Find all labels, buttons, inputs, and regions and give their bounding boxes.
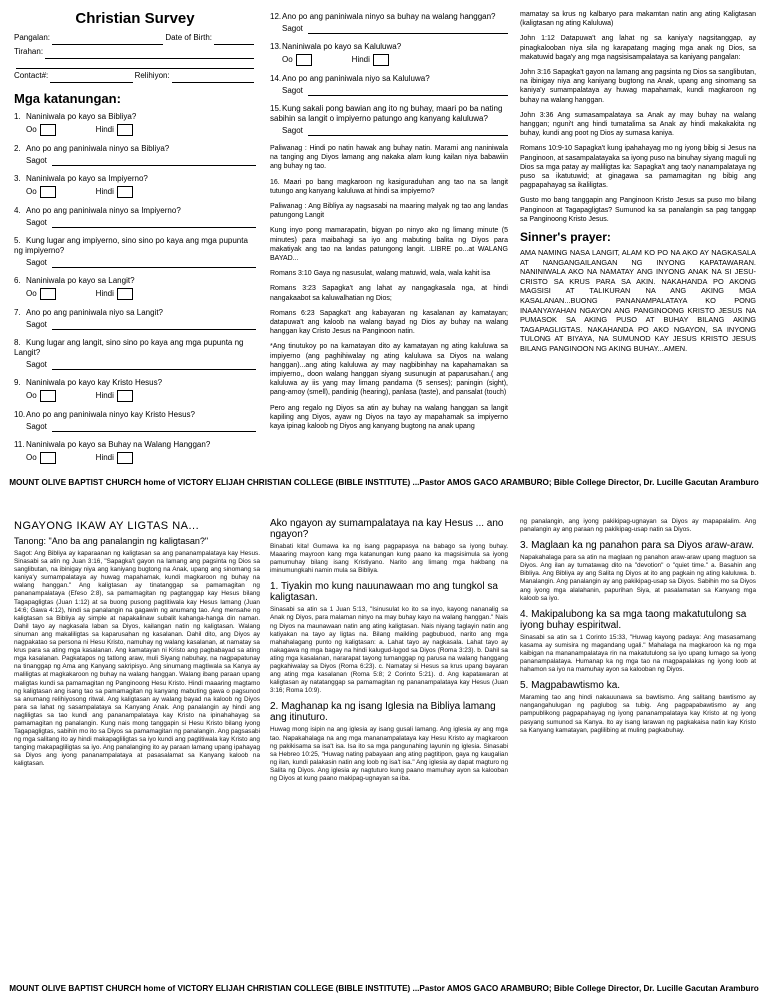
step-2-text: Huwag mong isipin na ang iglesia ay isang gusali lamang. Ang iglesia ay ang mga tao. Napakahalaga na ang mga mananampalataya kay Hesu Kristo ay magkaroon ng pakikisama sa isa't isa. Isa ito sa mga pangunahing layunin ng iglesia. Sinasabi sa Hebreo 10:25, "Huwag nating pabayaan ang ating pagtitipon, gaya ng kaugalian ng ilan, kundi palakasin natin ang loob ng isa't isa." Ang iglesia ay dapat magturo ng Salita ng Diyos. Ang iglesia ay nagtuturo kung paano mamuhay ayon sa kalooban ng Diyos at kung paano makipag-ugnayan sa iba.: [270, 726, 508, 782]
hindi-checkbox[interactable]: [117, 186, 133, 198]
question-line: [14, 378, 256, 388]
tirahan-field-line-2[interactable]: [16, 59, 254, 69]
explanation-paragraph: Romans 3:23 Sapagka't ang lahat ay nangagkasala nga, at hindi nangakaabot sa kaluwalhatian ng Dios;: [270, 285, 508, 302]
survey-question: [14, 174, 256, 198]
question-line: [14, 174, 256, 184]
yes-no-options: [14, 288, 256, 300]
question-number: 13.: [270, 42, 282, 51]
sagot-label: Sagot: [282, 126, 303, 135]
guide-title: NGAYONG IKAW AY LIGTAS NA...: [14, 520, 200, 532]
congratulations-text: Binabati kita! Gumawa ka ng isang pagpapasya na babago sa iyong buhay. Maaaring mayroon kang mga katanungan kung paano ka magsisimula sa iyong pamumuhay bilang isang Kristiyano. Narito ang limang mga hakbang na iminumungkahi namin mula sa Bibliya.: [270, 543, 508, 575]
question-list: [14, 112, 256, 464]
guide-question: Tanong: "Ano ba ang panalangin ng kaligtasan?": [14, 536, 209, 546]
question-text: Naniniwala po kayo sa Buhay na Walang Hanggan?: [26, 440, 211, 449]
explanation-paragraph: Pero ang regalo ng Diyos sa atin ay buhay na walang hanggan sa langit kapiling ang Diyos, ayaw ng Diyos na tayo ay mapahamak sa impiyerno kaya ipinag kaloob ng Diyos ang kanyang bugtong na anak upang: [270, 404, 508, 431]
question-text: Naniniwala po kayo sa Kaluluwa?: [282, 42, 402, 51]
hindi-label: Hindi: [95, 187, 114, 197]
sagot-label: Sagot: [26, 218, 47, 227]
oo-option: [282, 54, 312, 66]
oo-option: [26, 124, 56, 136]
tirahan-field[interactable]: [45, 49, 254, 59]
survey-title: Christian Survey: [75, 10, 195, 27]
yes-no-options: [14, 124, 256, 136]
sagot-label: Sagot: [282, 86, 303, 95]
survey-question: [270, 12, 508, 34]
hindi-checkbox[interactable]: [117, 452, 133, 464]
oo-label: Oo: [26, 289, 37, 299]
survey-panel: [0, 0, 768, 500]
sagot-answer-line[interactable]: [308, 86, 508, 96]
oo-label: Oo: [26, 187, 37, 197]
sagot-answer-line[interactable]: [52, 156, 256, 166]
sagot-row: [14, 258, 256, 268]
survey-question: [14, 206, 256, 228]
survey-question: [270, 42, 508, 66]
relihiyon-label: Relihiyon:: [134, 71, 170, 80]
explanation-text: [270, 144, 508, 431]
question-line: [270, 104, 508, 124]
question-text: Naniniwala po kayo kay Kristo Hesus?: [26, 378, 163, 387]
question-text: Naniniwala po kayo sa Impiyerno?: [26, 174, 148, 183]
oo-checkbox[interactable]: [40, 288, 56, 300]
sagot-label: Sagot: [26, 156, 47, 165]
oo-label: Oo: [26, 391, 37, 401]
question-line: [14, 440, 256, 450]
verse-paragraph: mamatay sa krus ng kalbaryo para makamtan natin ang ating Kaligtasan (kaligtasan ng ating Kaluluwa): [520, 11, 756, 28]
date-of-birth-field[interactable]: [214, 35, 254, 45]
personal-info-fields: [14, 31, 256, 83]
sagot-label: Sagot: [26, 320, 47, 329]
sagot-answer-line[interactable]: [308, 24, 508, 34]
question-text: Ano po ang paniniwala ninyo sa Impiyerno?: [26, 206, 181, 215]
hindi-checkbox[interactable]: [117, 124, 133, 136]
question-number: 10.: [14, 410, 26, 419]
oo-checkbox[interactable]: [40, 124, 56, 136]
tirahan-label: Tirahan:: [14, 47, 44, 56]
question-text: Ano po ang paniniwala ninyo kay Kristo Hesus?: [26, 410, 195, 419]
survey-question: [14, 378, 256, 402]
question-number: 11.: [14, 440, 25, 449]
explanation-paragraph: Paliwanag : Ang Bibliya ay nagsasabi na maaring malyak ng tao ang landas patungong Langit: [270, 203, 508, 220]
oo-checkbox[interactable]: [40, 452, 56, 464]
survey-question: [14, 112, 256, 136]
church-footer-bottom: MOUNT OLIVE BAPTIST CHURCH home of VICTORY ELIJAH CHRISTIAN COLLEGE (BIBLE INSTITUTE) ...Pastor AMOS GACO ARAMBURO; Bible College Director, Dr. Lucille Gacutan Aramburo: [9, 984, 759, 993]
explanation-paragraph: Kung inyo pong mamarapatin, bigyan po ninyo ako ng limang minute (5 minutes) para maibahagi sa iyo ang mabuting balita ng Diyos para makatiyak ang tao na landas patungong langit. .LIBRE po...at WALANG BAYAD...: [270, 227, 508, 263]
hindi-option: [96, 390, 133, 402]
verse-paragraph: John 1:12 Datapuwa't ang lahat ng sa kaniya'y nagsitanggap, ay pinagkalooban niya sila ng karapatang maging mga anak ng Dios, sa makatuwid baga'y ang mga nagsisisampalataya sa kaniyang pangalan:: [520, 35, 756, 61]
survey-question: [14, 440, 256, 464]
verse-paragraph: John 3:16 Sapagka't gayon na lamang ang pagsinta ng Dios sa sanglibutan, na ibinigay niya ang kaniyang bugtong na Anak, upang ang sinomang sa kaniya'y sumampalataya ay huwag mapahamak, kundi magkaroon ng buhay na walang hanggan.: [520, 69, 756, 104]
question-number: 5.: [14, 236, 21, 245]
question-line: [14, 236, 256, 256]
question-number: 8.: [14, 338, 21, 347]
survey-question: [14, 144, 256, 166]
yes-no-options: [14, 452, 256, 464]
oo-label: Oo: [26, 453, 37, 463]
next-steps-intro: Ako ngayon ay sumampalataya na kay Hesus ... ano ngayon?: [270, 518, 504, 540]
question-number: 4.: [14, 206, 21, 215]
question-number: 7.: [14, 308, 21, 317]
continued-text: ng panalangin, ang iyong pakikipag-ugnayan sa Diyos ay mapapalalim. Ang panalangin ay ang paraan ng pakikipag-usap natin sa Diyos.: [520, 518, 756, 534]
sagot-answer-line[interactable]: [52, 258, 256, 268]
question-line: [14, 206, 256, 216]
survey-column-1: [14, 0, 256, 472]
sagot-label: Sagot: [26, 258, 47, 267]
guide-column-1: [14, 512, 260, 972]
hindi-label: Hindi: [95, 125, 114, 135]
question-line: [14, 276, 256, 286]
survey-question: [14, 236, 256, 268]
question-text: Ano po ang paniniwala niyo sa Langit?: [26, 308, 163, 317]
question-text: Kung sakali pong bawian ang ito ng buhay, maari po ba nating sabihin sa langit o impiyerno patungo ang kanyang kaluluwa?: [270, 104, 503, 123]
question-text: Kung lugar ang langit, sino sino po kaya ang mga pupunta ng Langit?: [14, 338, 244, 357]
question-text: Naniniwala po kayo sa Langit?: [26, 276, 135, 285]
question-number: 9.: [14, 378, 21, 387]
step-5-title: 5. Magpabawtismo ka.: [520, 680, 621, 692]
verses-text: [520, 10, 756, 224]
question-number: 6.: [14, 276, 21, 285]
oo-option: [26, 186, 56, 198]
survey-question: [14, 276, 256, 300]
guide-column-2: [270, 512, 508, 972]
hindi-label: Hindi: [95, 391, 114, 401]
pangalan-field[interactable]: [52, 35, 163, 45]
guide-column-3: [520, 512, 756, 972]
question-line: [14, 308, 256, 318]
oo-option: [26, 390, 56, 402]
survey-question: [14, 410, 256, 432]
sagot-row: [14, 422, 256, 432]
verse-paragraph: John 3:36 Ang sumasampalataya sa Anak ay may buhay na walang hanggan; nguni't ang hindi tumatalima sa Anak ay hindi makakakita ng buhay, kundi ang poot ng Dios ay sumasa kaniya.: [520, 111, 756, 138]
oo-option: [26, 452, 56, 464]
yes-no-options: [14, 390, 256, 402]
sagot-row: [14, 360, 256, 370]
oo-checkbox[interactable]: [40, 390, 56, 402]
sagot-row: [14, 156, 256, 166]
oo-checkbox[interactable]: [40, 186, 56, 198]
sagot-answer-line[interactable]: [52, 360, 256, 370]
step-2-title: 2. Maghanap ka ng isang Iglesia na Bibliya lamang ang itinuturo.: [270, 701, 496, 724]
survey-question: [270, 74, 508, 96]
sinners-prayer-text: AMA NAMING NASA LANGIT, ALAM KO PO NA AKO AY NAGKASALA AT NANGANGAILANGAN NG INYONG KAPATAWARAN. NANINIWALA AKO NA NAMATAY ANG INYONG ANAK NA SI JESU-CRISTO SA KRUS PARA SA AKIN. NAKAHANDA PO AKONG MAGSISI AT TALIKURAN NA ANG AKING MGA KASALANAN...BUONG PANANAMPALATAYA KO PONG INAANYAYAHAN NGAYON ANG PANGINOONG KRISTO JESUS NA PUMASOK SA AKING PUSO AT BUHAY BILANG AKING TAGAPAGLIGTAS. NAKAHANDA PO AKO NGAYON, SA INYONG TULONG AT BIYAYA, NA SUMUNOD KAY JESUS KRISTO JESUS BILANG PANGINOON NG AKING BUHAY...AMEN.: [520, 248, 756, 353]
contact-field[interactable]: [50, 73, 132, 83]
step-1-title: 1. Tiyakin mo kung nauunawaan mo ang tungkol sa kaligtasan.: [270, 581, 498, 604]
question-line: [14, 410, 256, 420]
question-text: Ano po ang paniniwala ninyo sa Bibliya?: [26, 144, 170, 153]
question-text: Kung lugar ang impiyerno, sino sino po kaya ang mga pupunta ng impiyerno?: [14, 236, 248, 255]
sagot-row: [270, 126, 508, 136]
sinners-prayer-title: Sinner's prayer:: [520, 230, 611, 245]
hindi-option: [96, 452, 133, 464]
verse-paragraph: Gusto mo bang tanggapin ang Panginoon Kristo Jesus sa puso mo bilang Panginoon at Tagapagligtas? Sumunod ka sa panalangin sa pag tanggap sa Panginoong Kristo Jesus.: [520, 197, 756, 223]
hindi-checkbox[interactable]: [373, 54, 389, 66]
question-line: [14, 338, 256, 358]
yes-no-options: [14, 186, 256, 198]
question-text: Ano po ang paniniwala niyo sa Kaluluwa?: [282, 74, 430, 83]
questions-heading: Mga katanungan:: [14, 91, 121, 106]
question-text: Ano po ang paniniwala ninyo sa buhay na walang hanggan?: [282, 12, 496, 21]
explanation-paragraph: 16. Maari po bang magkaroon ng kasiguraduhan ang tao na sa langit tutungo ang kanyang kaluluwa at hindi sa impiyerno?: [270, 178, 508, 195]
sagot-label: Sagot: [26, 360, 47, 369]
sagot-answer-line[interactable]: [308, 126, 508, 136]
question-number: 1.: [14, 112, 21, 121]
question-line: [270, 74, 508, 84]
explanation-paragraph: Paliwanag : Hindi po natin hawak ang buhay natin. Marami ang naniniwala na tanging ang Diyos lamang ang nakaka alam kung kailan niya babawiin ang buhay ng tao.: [270, 145, 508, 171]
sagot-row: [14, 218, 256, 228]
church-footer: MOUNT OLIVE BAPTIST CHURCH home of VICTORY ELIJAH CHRISTIAN COLLEGE (BIBLE INSTITUTE) ...Pastor AMOS GACO ARAMBURO; Bible College Director, Dr. Lucille Gacutan Aramburo: [9, 478, 759, 487]
relihiyon-field[interactable]: [172, 73, 254, 83]
yes-no-options: [270, 54, 508, 66]
question-line: [14, 112, 256, 122]
question-number: 14.: [270, 74, 282, 83]
sagot-label: Sagot: [26, 422, 47, 431]
hindi-checkbox[interactable]: [117, 390, 133, 402]
guide-answer-text: Sagot: Ang Bibliya ay kaparaanan ng kaligtasan sa ang pananampalataya kay Hesus. Sinasabi sa atin ng Juan 3:16, "Sapagka't gayon na lamang ang pagsinta ng Dios sa sanglibutan, na ibinigay niya ang kaniyang bugtong na Anak, upang ang sinomang sa kaniya'y sumampalataya ay huwag mapahamak, kundi magkaroon ng buhay na walang hanggan." Ang kaligtasan ay tinatanggap sa pamamagitan ng pananampalataya (Efeso 2:8), sa pamamagitan ng pagtanggap kay Hesus bilang Tagapagligtas (Juan 1:12) at sa buong pusong pagtitiwala kay Hesus lamang (Juan 14:6; Gawa 4:12), hindi sa panalangin na gagawin ng anumang tao. Ang mensahe ng kaligtasan sa Bibliya ay simple at napakalinaw subalit kahanga-hanga din naman. Dahil tayo ay nagkasala laban sa Diyos, kailangan natin ng kaligtasan. Walang sinuman ang makaliligtas sa kaparusahan ng kasalanan. Dahil dito, ang Diyos ay nagpakatao sa persona ni Hesu Kristo, namuhay ng walang kasalanan, at namatay sa krus para sa ating mga kasalanan. Ang kamatayan ni Kristo ang pagbabayad sa ating mga kasalanan. Pagkatapos ng tatlong araw, muli Siyang nabuhay, na nagpapatunay na tinanggap ng Ama ang Kanyang sakripisyo. Ang sinumang magtiwala sa Kanya ay maliligtas at magkakaroon ng buhay na walang hanggan. Walang ibang paraan upang maligtas kundi sa pamamagitan ng Panginoong Hesu Kristo. Hindi maaaring magtamo ng kaligtasan ang isang tao sa pamamagitan ng kanyang mabuting gawa o pagsunod sa anumang relihiyosong ritwal. Ang kaligtasan ay walang bayad na kaloob ng Diyos para sa lahat ng sasampalataya sa Kanyang Anak. Ang panalangin ay hindi ang nagliligtas sa tao kundi ang pananampalataya kay Kristo na ipinahahayag sa pamamagitan ng panalangin. Kung nais mong tanggapin si Hesu Kristo bilang iyong Tagapagligtas, sabihin mo ito sa Diyos sa pamamagitan ng panalangin. Ang pagsasabi ng mga salitang ito ay hindi makapagliligtas sa iyo kundi ang pagtitiwala kay Kristo ang tanging makapagliligtas sa iyo. Ang panalanging ito ay paraan lamang upang ipahayag sa Diyos ang iyong pananampalataya at pasasalamat sa Kanyang kaloob na kaligtasan.: [14, 550, 260, 768]
step-5-text: Maraming tao ang hindi nakauunawa sa bawtismo. Ang salitang bawtismo ay nangangahulugan ng paglubog sa tubig. Ang pagpapabawtismo ay ang pampublikong pagpapahayag ng iyong pananampalataya kay Kristo at ng iyong pasyang sumunod sa Kanya. Ito ay isang larawan ng pagkakaisa natin kay Kristo sa Kanyang kamatayan, paglilibing at muling pagkabuhay.: [520, 694, 756, 734]
sagot-answer-line[interactable]: [52, 422, 256, 432]
sagot-answer-line[interactable]: [52, 320, 256, 330]
hindi-label: Hindi: [95, 289, 114, 299]
hindi-option: [96, 288, 133, 300]
survey-question: [14, 308, 256, 330]
verse-paragraph: Romans 10:9-10 Sapagka't kung ipahahayag mo ng iyong bibig si Jesus na Panginoon, at sasampalatayaka sa iyong puso na binuhay siyang maguli ng Dios sa mga patay ay maliligtas ka: Sapagka't ang tao'y nanampalataya ng puso sa ikatutuwid; at ginagawa sa pamamagitan ng bibig ang pagpapahayag sa ikaliligtas.: [520, 145, 756, 190]
explanation-paragraph: *Ang tinutukoy po na kamatayan dito ay kamatayan ng ating kaluluwa sa impiyerno (ang paghihiwalay ng ating kaluluwa sa Diyos na walang hanggan)...ang ating kaluluwa ay may nagbibinhay na kapahamakan sa impiyerno,, doon walang hanggan siyang susunugin at paparusahan.( ang kaluluwa ay iis yang may limang pandama (5 senses); paningin (sight), pang-amoy (smell), pandinig (hearing), panlasa (taste), and pansalat (touch): [270, 343, 508, 397]
question-number: 2.: [14, 144, 21, 153]
hindi-option: [96, 186, 133, 198]
step-4-title: 4. Makipalubong ka sa mga taong makatutulong sa iyong buhay espiritwal.: [520, 608, 747, 631]
guide-panel: [0, 512, 768, 1006]
question-text: Naniniwala po kayo sa Bibliya?: [26, 112, 137, 121]
sagot-row: [270, 24, 508, 34]
hindi-option: [96, 124, 133, 136]
question-number: 15.: [270, 104, 282, 113]
survey-column-2: [270, 0, 508, 437]
step-3-text: Napakahalaga para sa atin na maglaan ng panahon araw-araw upang magtuon sa Diyos. Ang ilan ay tumatawag dito na "devotion" o "quiet time." a. Basahin ang Bibliya. Ang Bibliya ay ang Salita ng Diyos at ito ang pagkain ng ating kaluluwa. b. Manalangin. Ang panalangin ay ang pakikipag-usap sa Diyos. Sabihin mo sa Diyos ang iyong mga alalahanin, papurihan Siya, at pasalamatan sa Kanyang mga kaloob sa iyo.: [520, 554, 756, 602]
question-number: 12.: [270, 12, 282, 21]
oo-option: [26, 288, 56, 300]
step-4-text: Sinasabi sa atin sa 1 Corinto 15:33, "Huwag kayong padaya: Ang masasamang kasama ay sumisira ng magandang ugali." Mahalaga na magkaroon ka ng mga kaibigan na mananampalataya rin na makatutulong sa iyo upang lumago sa iyong pananampalataya. Humanap ka ng mga tao na magpapalakas ng iyong loob at hahamon sa iyo na mamuhay ayon sa kalooban ng Diyos.: [520, 633, 756, 674]
oo-label: Oo: [282, 55, 293, 65]
survey-question: [270, 104, 508, 136]
question-line: [14, 144, 256, 154]
sagot-row: [14, 320, 256, 330]
explanation-paragraph: Romans 3:10 Gaya ng nasusulat, walang matuwid, wala, wala kahit isa: [270, 270, 491, 278]
sagot-answer-line[interactable]: [52, 218, 256, 228]
hindi-checkbox[interactable]: [117, 288, 133, 300]
survey-column-3: [520, 0, 756, 354]
contact-label: Contact#:: [14, 71, 49, 80]
hindi-option: [352, 54, 389, 66]
hindi-label: Hindi: [351, 55, 370, 65]
question-line: [270, 12, 508, 22]
sagot-label: Sagot: [282, 24, 303, 33]
date-of-birth-label: Date of Birth:: [165, 33, 212, 42]
step-1-text: Sinasabi sa atin sa 1 Juan 5:13, "Isinusulat ko ito sa inyo, kayong nananalig sa Anak ng Diyos, para malaman ninyo na may buhay kayo na walang hanggan." Nais ng Diyos na maunawaan natin ang ating kaligtasan. Nais niyang taglayin natin ang katiyakan na tayo ay ligtas na. Bilang maikling pagbubuod, narito ang mga mahahalagang punto ng kaligtasan: a. Lahat tayo ay nagkasala. Lahat tayo ay nakagawa ng mga bagay na hindi kalugud-lugod sa Diyos (Roma 3:23). b. Dahil sa ating mga kasalanan, nararapat tayong tumanggap ng parusa na walang hanggang pagkahiwalay sa Diyos (Roma 6:23). c. Namatay si Hesus sa krus upang bayaran ang ating mga kasalanan (Roma 5:8; 2 Corinto 5:21). d. Ang kapatawaran at kaligtasan ay natatanggap sa pamamagitan ng pananampalataya kay Hesus (Juan 3:16; Roma 10:9).: [270, 606, 508, 695]
survey-question: [14, 338, 256, 370]
step-3-title: 3. Maglaan ka ng panahon para sa Diyos araw-araw.: [520, 540, 755, 552]
question-list-2: [270, 12, 508, 136]
hindi-label: Hindi: [95, 453, 114, 463]
question-line: [270, 42, 508, 52]
oo-label: Oo: [26, 125, 37, 135]
oo-checkbox[interactable]: [296, 54, 312, 66]
pangalan-label: Pangalan:: [14, 33, 51, 42]
explanation-paragraph: Romans 6:23 Sapagka't ang kabayaran ng kasalanan ay kamatayan; datapuwa't ang kaloob na walang bayad ng Dios ay buhay na walang hanggan kay Cristo Jesus na Panginoon natin.: [270, 309, 508, 336]
question-number: 3.: [14, 174, 21, 183]
sagot-row: [270, 86, 508, 96]
